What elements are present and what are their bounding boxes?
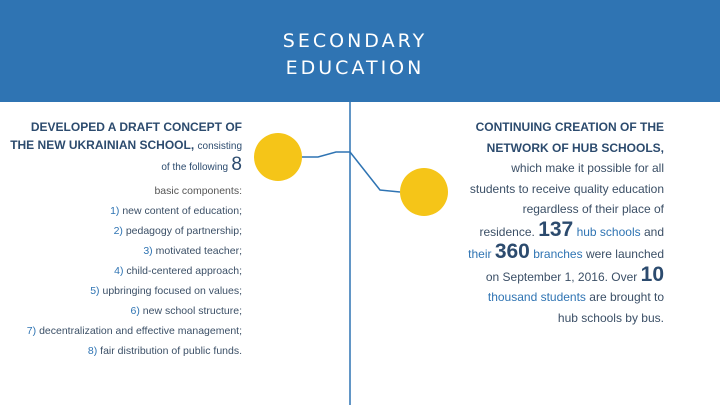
right-connector [350, 152, 400, 192]
title-line-1: SECONDARY [282, 30, 428, 52]
item-text: upbringing focused on values; [102, 285, 242, 297]
list-item [10, 245, 242, 257]
item-text: child-centered approach; [126, 265, 242, 277]
hub-schools-count: 137 [538, 217, 574, 241]
list-item [10, 205, 242, 217]
left-lead-number: 8 [231, 154, 242, 175]
item-text: fair distribution of public funds. [100, 345, 242, 357]
list-item [10, 325, 242, 337]
title-line-2: EDUCATION [285, 57, 425, 79]
list-item [10, 225, 242, 237]
left-column [10, 118, 242, 365]
basic-components-label: basic components: [154, 185, 242, 197]
right-text-launched: were launched on September 1, 2016. Over [485, 247, 664, 284]
right-text-their: their [468, 247, 492, 261]
item-text: pedagogy of partnership; [125, 225, 242, 237]
item-number: 1) [110, 205, 120, 217]
left-lead-bold: DEVELOPED A DRAFT CONCEPT OF THE NEW UKRAINIAN SCHOOL, [10, 120, 242, 152]
item-number: 3) [143, 245, 153, 257]
right-lead-text: which make it possible for all students to receive quality education regardless of their place of residence. [469, 161, 664, 239]
item-text: decentralization and effective management; [39, 325, 242, 337]
item-number: 6) [130, 305, 140, 317]
list-item [10, 265, 242, 277]
right-bullet-dot [400, 168, 448, 216]
item-text: motivated teacher; [155, 245, 242, 257]
right-column [468, 117, 664, 328]
list-item [10, 285, 242, 297]
left-lead-normal: consisting of the following [161, 141, 242, 173]
right-text-and: and [643, 224, 664, 239]
item-number: 2) [113, 225, 123, 237]
header-banner [0, 0, 720, 102]
item-number: 8) [87, 345, 98, 357]
item-number: 5) [90, 285, 100, 297]
right-lead-bold: CONTINUING CREATION OF THE NETWORK OF HUB SCHOOLS, [475, 120, 664, 155]
branches-label: branches [533, 247, 583, 261]
item-number: 4) [114, 265, 124, 277]
components-list [10, 205, 242, 357]
students-count: 10 [640, 262, 664, 286]
page-title [0, 28, 710, 82]
left-lead-paragraph [10, 118, 242, 177]
left-bullet-dot [254, 133, 302, 181]
item-text: new school structure; [142, 305, 242, 317]
branches-count: 360 [494, 240, 530, 263]
hub-schools-label: hub schools [576, 224, 641, 239]
item-number: 7) [26, 325, 37, 337]
right-text-end: are brought to hub schools by bus. [557, 290, 664, 325]
list-item [10, 305, 242, 317]
list-item [10, 345, 242, 357]
left-connector [302, 152, 350, 157]
students-label: thousand students [487, 290, 586, 304]
item-text: new content of education; [122, 205, 242, 217]
